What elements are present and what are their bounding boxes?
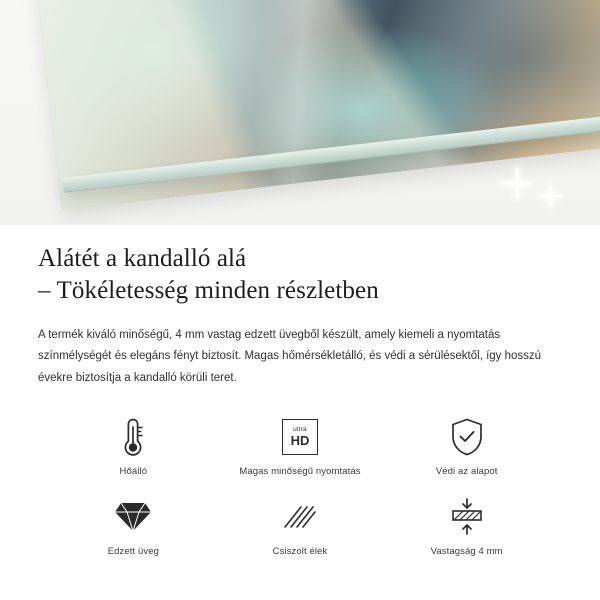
feature-item-heat-resistant — [50, 415, 217, 477]
feature-label: Védi az alapot — [435, 465, 498, 477]
feature-label: Magas minőségű nyomtatás — [239, 465, 361, 477]
shield-check-icon — [448, 415, 486, 459]
hero-image — [0, 0, 600, 225]
feature-label: Edzett üveg — [107, 545, 159, 557]
ultra-hd-top-text: ultra — [293, 425, 307, 433]
headline-line-1: Alátét a kandalló alá — [38, 245, 247, 272]
feature-item-tempered-glass — [50, 495, 217, 557]
feature-item-polished-edges — [217, 495, 384, 557]
feature-label: Hőálló — [119, 465, 148, 477]
feature-label: Csiszolt élek — [272, 545, 328, 557]
headline-line-2: – Tökéletesség minden részletben — [38, 277, 379, 304]
feature-grid — [38, 415, 562, 557]
ultra-hd-bottom-text: HD — [290, 433, 310, 449]
feature-item-protects-surface — [383, 415, 550, 477]
ultra-hd-icon — [282, 415, 318, 459]
description-paragraph: A termék kiváló minőségű, 4 mm vastag edzett üvegből készült, amely kiemeli a nyomtatás színmélységét és elegáns fényt biztosít. Magas hőmérsékletálló, és védi a sérülésektől, így hosszú évekre biztosítja a kandalló körüli teret. — [38, 329, 542, 384]
page-title — [38, 243, 562, 307]
thermometer-icon — [120, 415, 146, 459]
feature-label: Vastagság 4 mm — [430, 545, 503, 557]
text-content — [0, 225, 600, 557]
feature-item-thickness — [383, 495, 550, 557]
feature-item-print-quality — [217, 415, 384, 477]
diamond-icon — [113, 495, 153, 539]
polished-edges-icon — [281, 495, 319, 539]
thickness-icon — [447, 495, 487, 539]
